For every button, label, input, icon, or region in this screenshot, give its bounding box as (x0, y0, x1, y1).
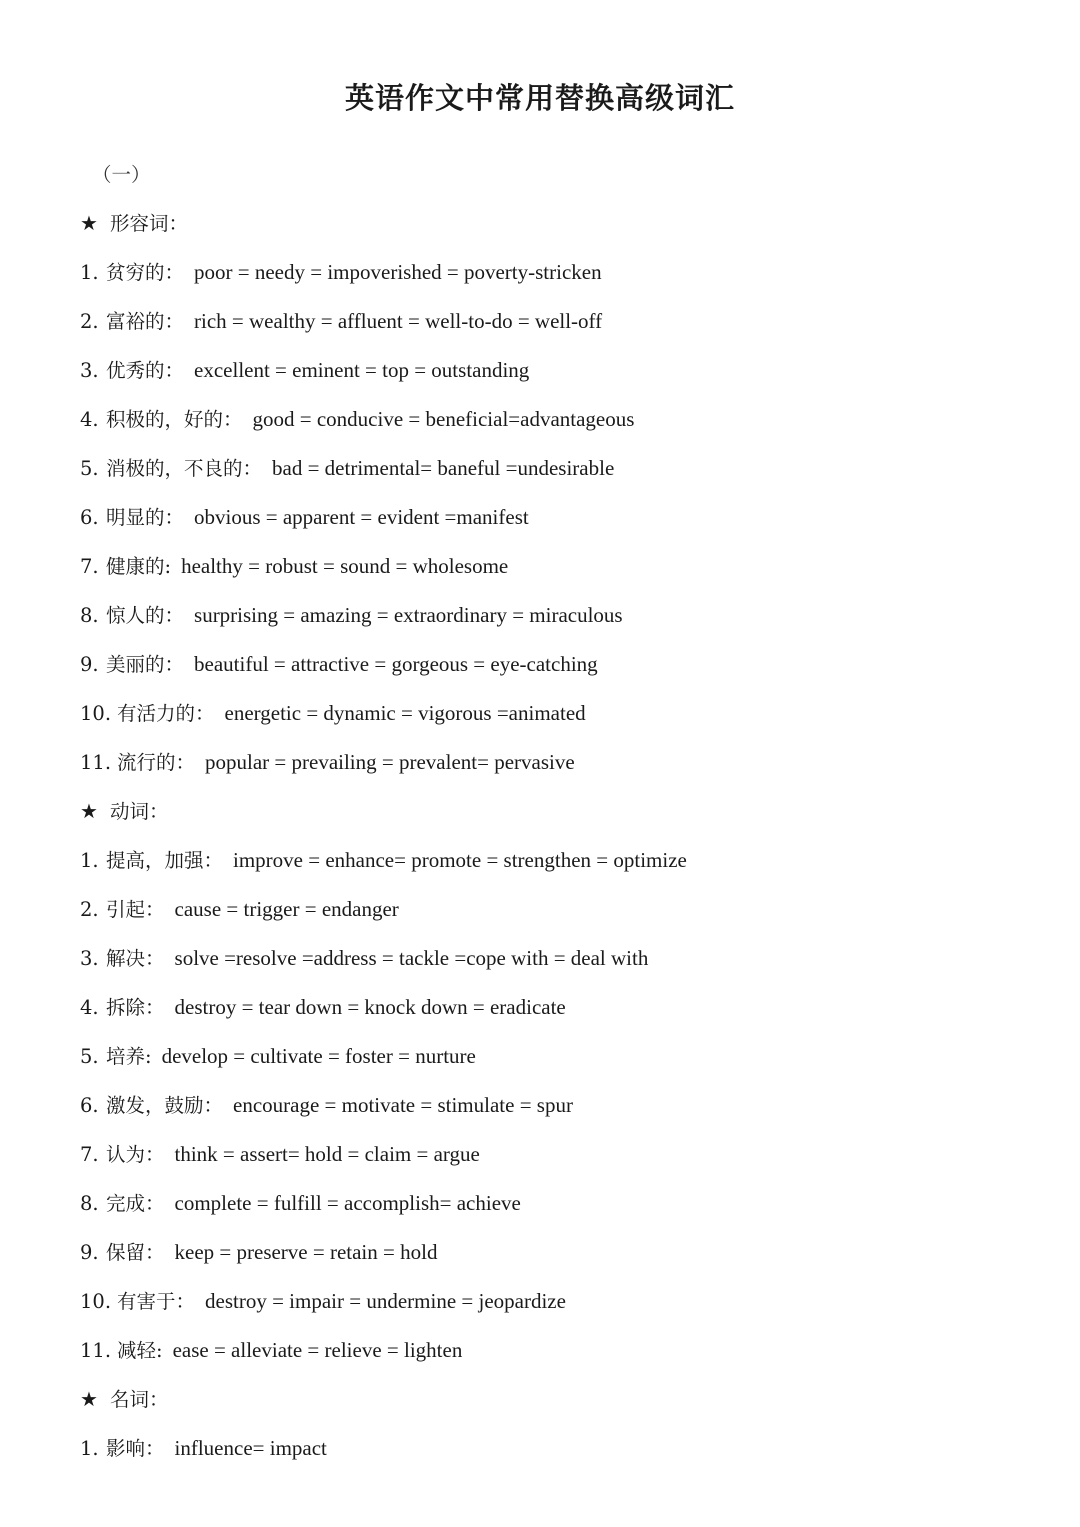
item-english-synonyms: rich = wealthy = affluent = well-to-do = well-off (194, 309, 603, 333)
list-item (80, 1081, 1040, 1130)
item-english-synonyms: popular = prevailing = prevalent= pervasive (205, 750, 575, 774)
item-number: 11. (80, 751, 112, 774)
item-number: 2. (80, 898, 99, 921)
group-heading (80, 1375, 1040, 1424)
item-number: 5. (80, 1045, 99, 1068)
item-number: 9. (80, 1241, 99, 1264)
list-item (80, 1179, 1040, 1228)
list-item (80, 591, 1040, 640)
item-chinese-term: 引起： (106, 898, 165, 921)
section-label: （一） (92, 163, 151, 186)
item-english-synonyms: obvious = apparent = evident =manifest (194, 505, 529, 529)
item-chinese-term: 有害于： (117, 1290, 196, 1313)
item-english-synonyms: complete = fulfill = accomplish= achieve (174, 1191, 521, 1215)
item-english-synonyms: energetic = dynamic = vigorous =animated (224, 701, 586, 725)
item-number: 6. (80, 506, 99, 529)
item-chinese-term: 消极的，不良的： (106, 457, 263, 480)
item-english-synonyms: think = assert= hold = claim = argue (174, 1142, 480, 1166)
item-number: 10. (80, 1290, 112, 1313)
item-chinese-term: 完成： (106, 1192, 165, 1215)
list-item (80, 836, 1040, 885)
item-number: 7. (80, 1143, 99, 1166)
item-chinese-term: 影响： (106, 1437, 165, 1460)
item-english-synonyms: beautiful = attractive = gorgeous = eye-catching (194, 652, 598, 676)
item-number: 8. (80, 1192, 99, 1215)
item-number: 4. (80, 408, 99, 431)
item-english-synonyms: destroy = impair = undermine = jeopardize (205, 1289, 566, 1313)
list-item (80, 248, 1040, 297)
item-chinese-term: 有活力的： (117, 702, 215, 725)
item-number: 7. (80, 555, 99, 578)
item-english-synonyms: keep = preserve = retain = hold (174, 1240, 438, 1264)
item-number: 8. (80, 604, 99, 627)
item-chinese-term: 认为： (106, 1143, 165, 1166)
item-english-synonyms: improve = enhance= promote = strengthen = optimize (233, 848, 687, 872)
item-chinese-term: 提高，加强： (106, 849, 224, 872)
list-item (80, 444, 1040, 493)
list-item (80, 689, 1040, 738)
item-chinese-term: 美丽的： (106, 653, 185, 676)
item-number: 4. (80, 996, 99, 1019)
list-item (80, 1032, 1040, 1081)
item-english-synonyms: influence= impact (174, 1436, 327, 1460)
group-heading (80, 199, 1040, 248)
list-item (80, 934, 1040, 983)
item-english-synonyms: develop = cultivate = foster = nurture (161, 1044, 476, 1068)
item-english-synonyms: healthy = robust = sound = wholesome (181, 554, 509, 578)
group-heading-text: 动词： (110, 800, 169, 823)
item-english-synonyms: cause = trigger = endanger (174, 897, 399, 921)
list-item (80, 983, 1040, 1032)
item-chinese-term: 保留： (106, 1241, 165, 1264)
group-heading-text: 形容词： (110, 212, 189, 235)
item-english-synonyms: encourage = motivate = stimulate = spur (233, 1093, 573, 1117)
group-heading-text: 名词： (110, 1388, 169, 1411)
item-number: 9. (80, 653, 99, 676)
item-english-synonyms: good = conducive = beneficial=advantageous (252, 407, 635, 431)
list-item (80, 395, 1040, 444)
item-chinese-term: 明显的： (106, 506, 185, 529)
item-english-synonyms: solve =resolve =address = tackle =cope with = deal with (174, 946, 649, 970)
item-english-synonyms: poor = needy = impoverished = poverty-stricken (194, 260, 602, 284)
item-chinese-term: 拆除： (106, 996, 165, 1019)
list-item (80, 885, 1040, 934)
item-number: 3. (80, 359, 99, 382)
item-english-synonyms: bad = detrimental= baneful =undesirable (272, 456, 615, 480)
item-number: 3. (80, 947, 99, 970)
item-chinese-term: 积极的，好的： (106, 408, 243, 431)
item-chinese-term: 贫穷的： (106, 261, 185, 284)
document-title: 英语作文中常用替换高级词汇 (344, 81, 735, 115)
item-chinese-term: 富裕的： (106, 310, 185, 333)
list-item (80, 493, 1040, 542)
star-icon: ★ (80, 1387, 98, 1411)
item-chinese-term: 激发，鼓励： (106, 1094, 224, 1117)
item-chinese-term: 惊人的： (106, 604, 185, 627)
list-item (80, 1326, 1040, 1375)
list-item (80, 542, 1040, 591)
item-number: 2. (80, 310, 99, 333)
item-english-synonyms: ease = alleviate = relieve = lighten (172, 1338, 463, 1362)
item-number: 1. (80, 1437, 99, 1460)
item-number: 11. (80, 1339, 112, 1362)
item-number: 6. (80, 1094, 99, 1117)
list-item (80, 1228, 1040, 1277)
list-item (80, 640, 1040, 689)
item-english-synonyms: destroy = tear down = knock down = eradicate (174, 995, 566, 1019)
item-number: 1. (80, 261, 99, 284)
item-number: 5. (80, 457, 99, 480)
list-item (80, 1277, 1040, 1326)
list-item (80, 346, 1040, 395)
list-item (80, 297, 1040, 346)
star-icon: ★ (80, 211, 98, 235)
list-item (80, 1424, 1040, 1473)
item-number: 10. (80, 702, 112, 725)
item-english-synonyms: surprising = amazing = extraordinary = miraculous (194, 603, 623, 627)
item-chinese-term: 健康的: (106, 555, 172, 578)
item-chinese-term: 流行的： (117, 751, 196, 774)
item-english-synonyms: excellent = eminent = top = outstanding (194, 358, 530, 382)
item-chinese-term: 培养: (106, 1045, 152, 1068)
star-icon: ★ (80, 799, 98, 823)
item-number: 1. (80, 849, 99, 872)
item-chinese-term: 解决： (106, 947, 165, 970)
group-heading (80, 787, 1040, 836)
item-chinese-term: 优秀的： (106, 359, 185, 382)
item-chinese-term: 减轻: (117, 1339, 163, 1362)
list-item (80, 1130, 1040, 1179)
vocabulary-list (80, 150, 1040, 1473)
list-item (80, 738, 1040, 787)
